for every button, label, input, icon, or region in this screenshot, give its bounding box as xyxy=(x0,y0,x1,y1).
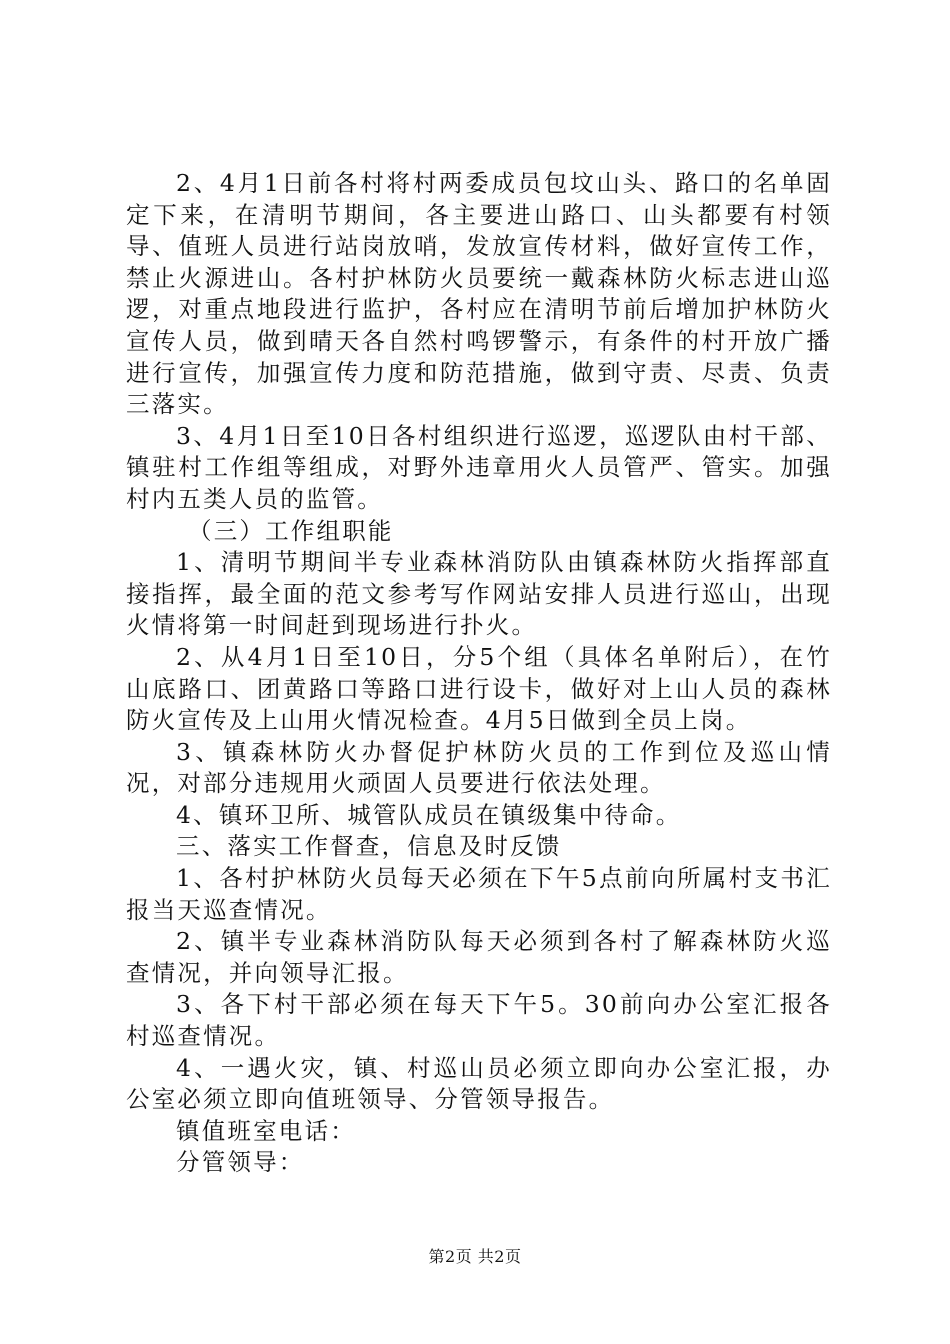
paragraph-2-checkpoints: 2、从4月1日至10日，分5个组（具体名单附后），在竹山底路口、团黄路口等路口进行设卡，做好对上山人员的森林防火宣传及上山用火情况检查。4月5日做到全员上岗。 xyxy=(126,642,832,735)
paragraph-2-fire-team-report: 2、镇半专业森林消防队每天必须到各村了解森林防火巡查情况，并向领导汇报。 xyxy=(126,927,832,987)
section-heading-working-group: （三）工作组职能 xyxy=(188,516,394,545)
leader-in-charge-label: 分管领导： xyxy=(176,1148,305,1177)
paragraph-3-cadre-report: 3、各下村干部必须在每天下午5。30前向办公室汇报各村巡查情况。 xyxy=(126,990,832,1051)
duty-office-phone-label: 镇值班室电话： xyxy=(176,1116,356,1145)
paragraph-3-supervision: 3、镇森林防火办督促护林防火员的工作到位及巡山情况，对部分违规用火顽固人员要进行依法处理。 xyxy=(126,737,832,798)
paragraph-2-checkpoint-list: 2、4月1日前各村将村两委成员包坟山头、路口的名单固定下来，在清明节期间，各主要进山路口、山头都要有村领导、值班人员进行站岗放哨，发放宣传材料，做好宣传工作，禁止火源进山。各村护林防火员要统一戴森林防火标志进山巡逻，对重点地段进行监护，各村应在清明节前后增加护林防火宣传人员，做到晴天各自然村鸣锣警示，有条件的村开放广播进行宣传，加强宣传力度和防范措施，做到守责、尽责、负责三落实。 xyxy=(126,169,832,419)
document-body xyxy=(126,168,832,1179)
paragraph-4-fire-emergency: 4、一遇火灾，镇、村巡山员必须立即向办公室汇报，办公室必须立即向值班领导、分管领导报告。 xyxy=(126,1053,832,1114)
page-number-footer: 第2页 共2页 xyxy=(428,1247,522,1266)
paragraph-4-standby: 4、镇环卫所、城管队成员在镇级集中待命。 xyxy=(176,800,682,829)
paragraph-3-patrol: 3、4月1日至10日各村组织进行巡逻，巡逻队由村干部、镇驻村工作组等组成，对野外违章用火人员管严、管实。加强村内五类人员的监管。 xyxy=(126,421,832,513)
paragraph-1-daily-report: 1、各村护林防火员每天必须在下午5点前向所属村支书汇报当天巡查情况。 xyxy=(126,864,832,924)
paragraph-1-fire-team: 1、清明节期间半专业森林消防队由镇森林防火指挥部直接指挥，最全面的范文参考写作网站安排人员进行巡山，出现火情将第一时间赶到现场进行扑火。 xyxy=(126,548,832,640)
section-heading-feedback: 三、落实工作督查，信息及时反馈 xyxy=(176,832,562,861)
